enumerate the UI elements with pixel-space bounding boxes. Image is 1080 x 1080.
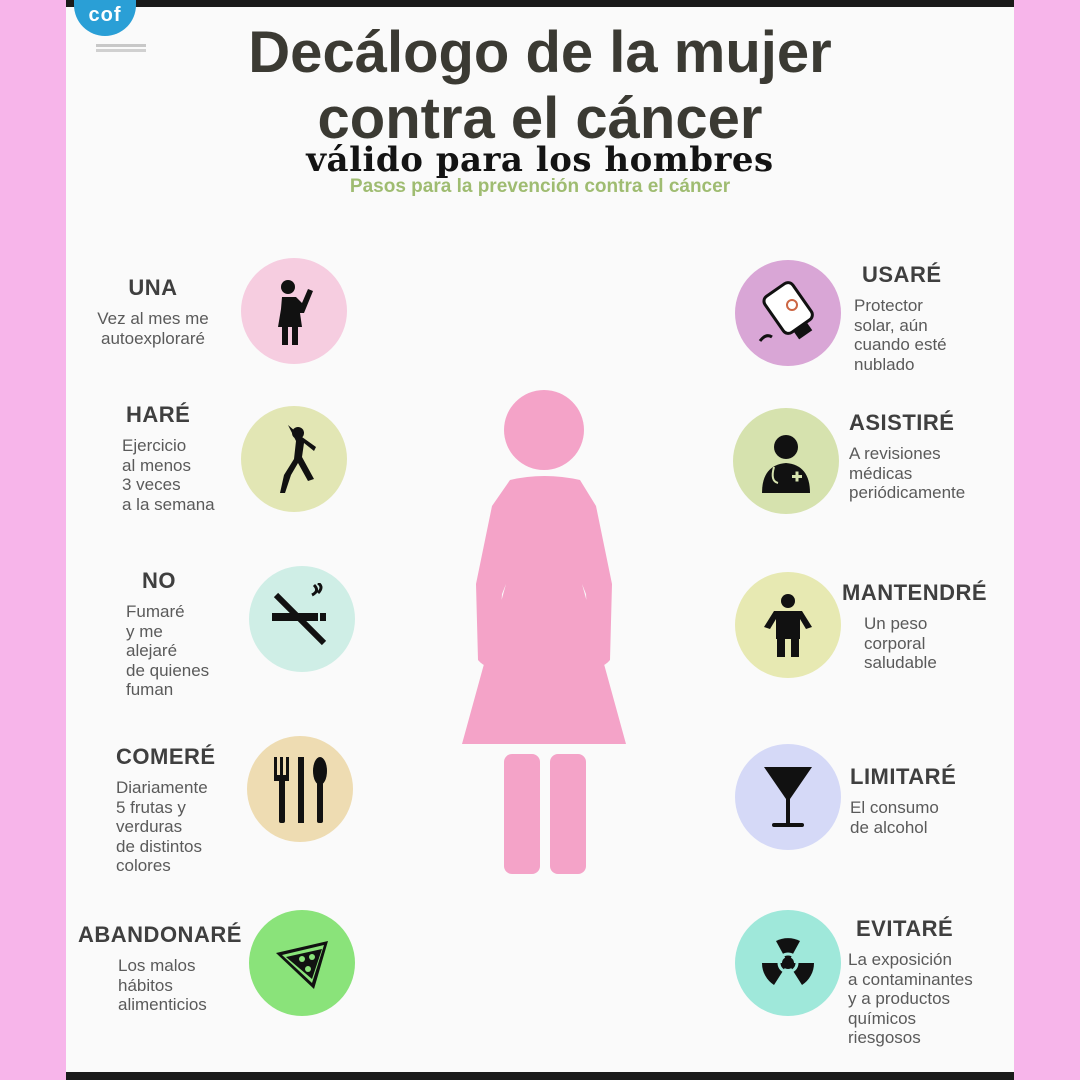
tip-weight — [842, 580, 1002, 673]
pizza-circle — [249, 910, 355, 1016]
healthy-weight-icon — [752, 589, 824, 661]
tip-alcohol — [850, 764, 1000, 837]
woman-figure-icon — [440, 388, 650, 878]
no-smoking-circle — [249, 566, 355, 672]
tip-text: Vez al mes me autoexploraré — [97, 309, 209, 348]
tip-heading: ASISTIRÉ — [849, 410, 955, 435]
tip-text: La exposición a contaminantes y a productos químicos riesgosos — [848, 950, 973, 1047]
doctor-circle — [733, 408, 839, 514]
tip-heading: HARÉ — [126, 402, 191, 427]
tip-heading: USARÉ — [862, 262, 942, 287]
bottom-border — [66, 1072, 1014, 1080]
pizza-icon — [266, 927, 338, 999]
page-title — [66, 20, 1014, 152]
tip-no-smoking — [126, 568, 246, 700]
top-border — [66, 0, 1014, 7]
cutlery-icon — [264, 753, 336, 825]
tip-text: El consumo de alcohol — [850, 798, 939, 837]
subtitle: válido para los hombres — [306, 140, 774, 180]
no-smoking-icon — [266, 583, 338, 655]
tip-text: Protector solar, aún cuando esté nublado — [854, 296, 947, 374]
tagline: Pasos para la prevención contra el cáncer — [349, 176, 731, 197]
tip-sunscreen — [854, 262, 1004, 374]
tip-contaminants — [848, 916, 1008, 1048]
tip-text: Los malos hábitos alimenticios — [118, 956, 207, 1014]
tip-heading: EVITARÉ — [856, 916, 954, 941]
tip-heading: ABANDONARÉ — [78, 922, 242, 947]
tip-text: Un peso corporal saludable — [864, 614, 937, 672]
tip-text: Ejercicio al menos 3 veces a la semana — [122, 436, 215, 514]
infographic-card — [66, 0, 1014, 1080]
tip-fruits — [116, 744, 241, 876]
tip-heading: NO — [142, 568, 176, 593]
exercise-circle — [241, 406, 347, 512]
cocktail-glass-icon — [752, 761, 824, 833]
tip-text: A revisiones médicas periódicamente — [849, 444, 966, 502]
tip-text: Diariamente 5 frutas y verduras de distintos colores — [116, 778, 208, 875]
tip-once-a-month — [78, 275, 228, 348]
dancer-icon — [258, 423, 330, 495]
tip-checkups — [849, 410, 999, 503]
sunscreen-icon — [752, 277, 824, 349]
self-exam-icon — [258, 275, 330, 347]
self-exam-circle — [241, 258, 347, 364]
tip-bad-habits — [78, 922, 253, 1015]
weight-circle — [735, 572, 841, 678]
title-line-1: Decálogo de la mujer — [248, 20, 832, 85]
tip-heading: COMERÉ — [116, 744, 216, 769]
radiation-icon — [752, 927, 824, 999]
cutlery-circle — [247, 736, 353, 842]
tip-heading: UNA — [128, 275, 178, 300]
tip-heading: MANTENDRÉ — [842, 580, 988, 605]
sunscreen-circle — [735, 260, 841, 366]
alcohol-circle — [735, 744, 841, 850]
logo-text: cof — [88, 4, 122, 26]
doctor-icon — [750, 425, 822, 497]
tip-text: Fumaré y me alejaré de quienes fuman — [126, 602, 210, 699]
radiation-circle — [735, 910, 841, 1016]
title-line-2: contra el cáncer — [317, 86, 763, 151]
tip-exercise — [122, 402, 242, 514]
tip-heading: LIMITARÉ — [850, 764, 957, 789]
